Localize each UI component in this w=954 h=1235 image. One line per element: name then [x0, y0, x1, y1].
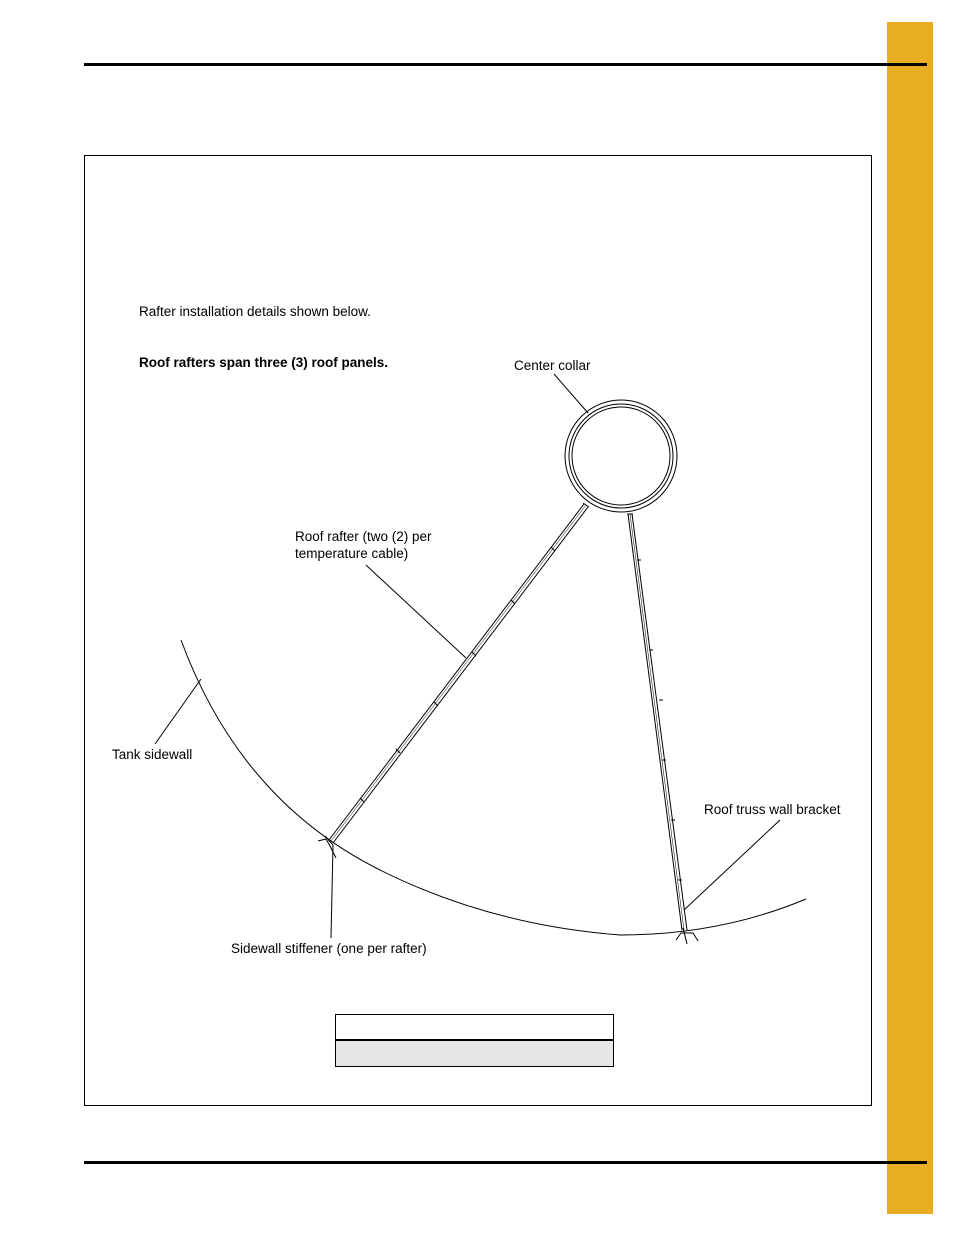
leader-center-collar [554, 374, 588, 413]
span-note: Roof rafters span three (3) roof panels. [139, 355, 389, 370]
tank-sidewall-arc [181, 640, 806, 935]
label-tank-sidewall: Tank sidewall [112, 747, 193, 762]
figure-caption [335, 1014, 614, 1067]
leader-stiffener [331, 845, 333, 938]
leader-tank-sidewall [155, 679, 201, 744]
label-center-collar: Center collar [514, 358, 591, 373]
label-roof-rafter-line2: temperature cable) [295, 546, 409, 561]
center-collar [565, 400, 677, 512]
label-roof-rafter-line1: Roof rafter (two (2) per [295, 529, 432, 544]
caption-title [336, 1015, 613, 1041]
caption-subtitle [336, 1041, 613, 1066]
details-note: Rafter installation details shown below. [139, 304, 371, 319]
label-sidewall-stiffener: Sidewall stiffener (one per rafter) [231, 941, 427, 956]
roof-rafter-right [627, 514, 687, 930]
leader-roof-rafter [366, 565, 466, 658]
label-truss-bracket: Roof truss wall bracket [704, 802, 841, 817]
leader-truss-bracket [684, 820, 780, 910]
